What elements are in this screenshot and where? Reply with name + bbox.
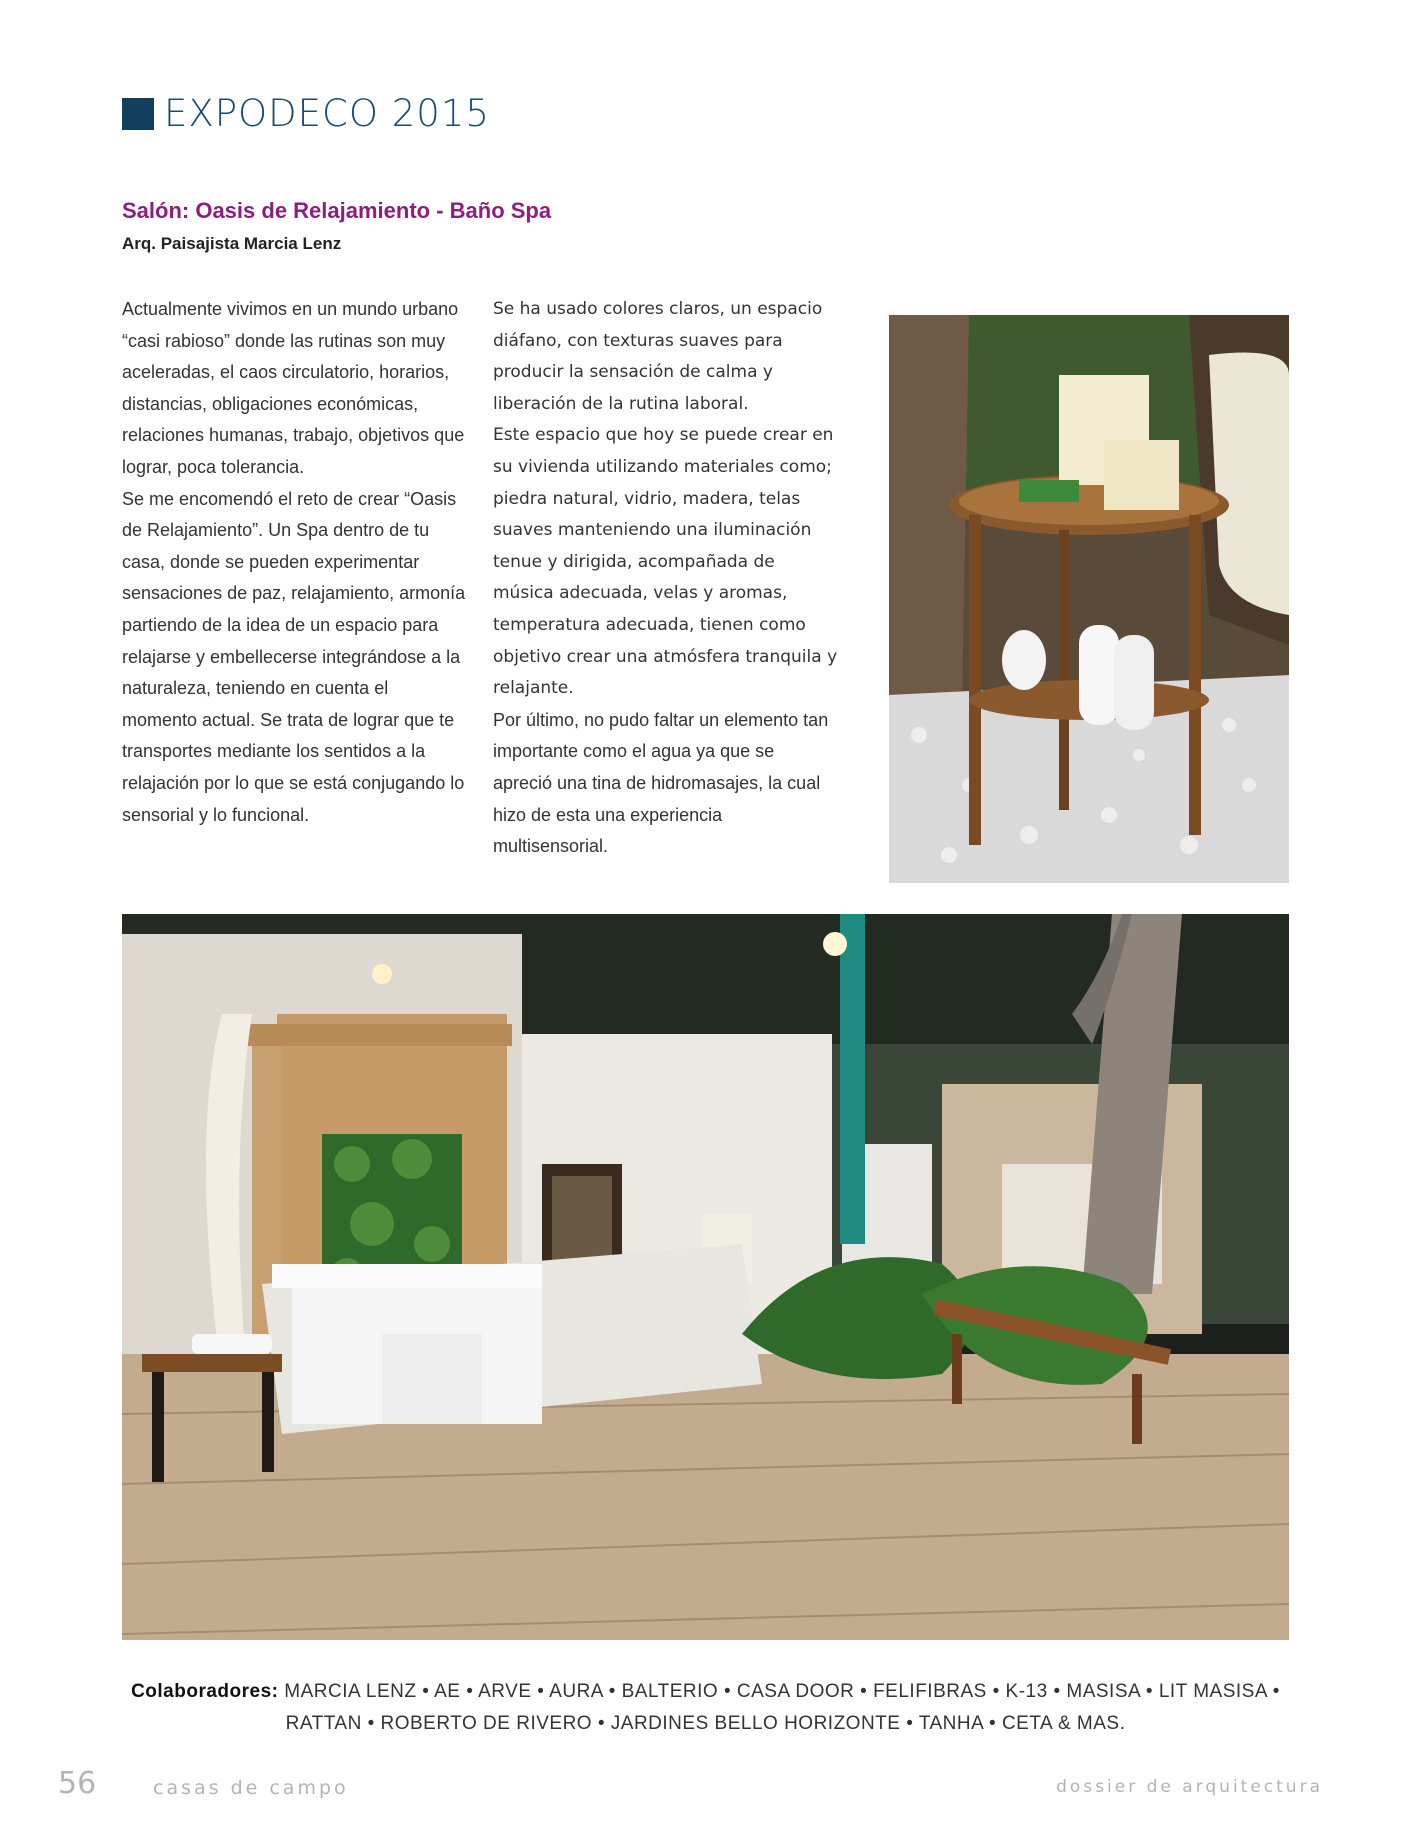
text-column-1: [122, 294, 467, 831]
section-footer: dossier de arquitectura: [1056, 1777, 1323, 1797]
paragraph: Este espacio que hoy se puede crear en su vivienda utilizando materiales como; piedra natural, vidrio, madera, telas suaves manteniendo una iluminación tenue y dirigida, acompañada de música adecuada, velas y aromas, temperatura adecuada, tienen como objetivo crear una atmósfera tranquila y relajante.: [493, 425, 838, 699]
photo-side-table: [889, 315, 1289, 883]
collaborators-label: Colaboradores:: [131, 1681, 279, 1702]
paragraph: Actualmente vivimos en un mundo urbano “casi rabioso” donde las rutinas son muy aceleradas, el caos circulatorio, horarios, distancias, obligaciones económicas, relaciones humanas, trabajo, objetivos que lograr, poca tolerancia.: [122, 299, 465, 477]
collaborators-list: MARCIA LENZ • AE • ARVE • AURA • BALTERIO • CASA DOOR • FELIFIBRAS • K-13 • MASISA • LIT MASISA • RATTAN • ROBERTO DE RIVERO • JARDINES BELLO HORIZONTE • TANHA • CETA & MAS.: [284, 1681, 1280, 1734]
paragraph: Se me encomendó el reto de crear “Oasis de Relajamiento”. Un Spa dentro de tu casa, donde se pueden experimentar sensaciones de paz, relajamiento, armonía partiendo de la idea de un espacio para relajarse y embellecerse integrándose a la naturaleza, teniendo en cuenta el momento actual. Se trata de lograr que te transportes mediante los sentidos a la relajación por lo que se está conjugando lo sensorial y lo funcional.: [122, 488, 466, 825]
section-header: [122, 92, 490, 135]
section-square-icon: [122, 98, 154, 130]
magazine-name: casas de campo: [153, 1777, 349, 1799]
page-number: 56: [58, 1766, 97, 1801]
paragraph: Por último, no pudo faltar un elemento tan importante como el agua ya que se apreció una tina de hidromasajes, la cual hizo de esta una experiencia multisensorial.: [493, 709, 829, 857]
section-title: EXPODECO 2015: [164, 92, 490, 135]
article-author: Arq. Paisajista Marcia Lenz: [122, 234, 342, 253]
paragraph: Se ha usado colores claros, un espacio diáfano, con texturas suaves para producir la sensación de calma y liberación de la rutina laboral.: [493, 299, 823, 414]
text-column-2: [493, 294, 838, 863]
collaborators: [122, 1676, 1289, 1740]
article-title: Salón: Oasis de Relajamiento - Baño Spa: [122, 198, 552, 223]
photo-spa-exhibit: [122, 914, 1289, 1640]
